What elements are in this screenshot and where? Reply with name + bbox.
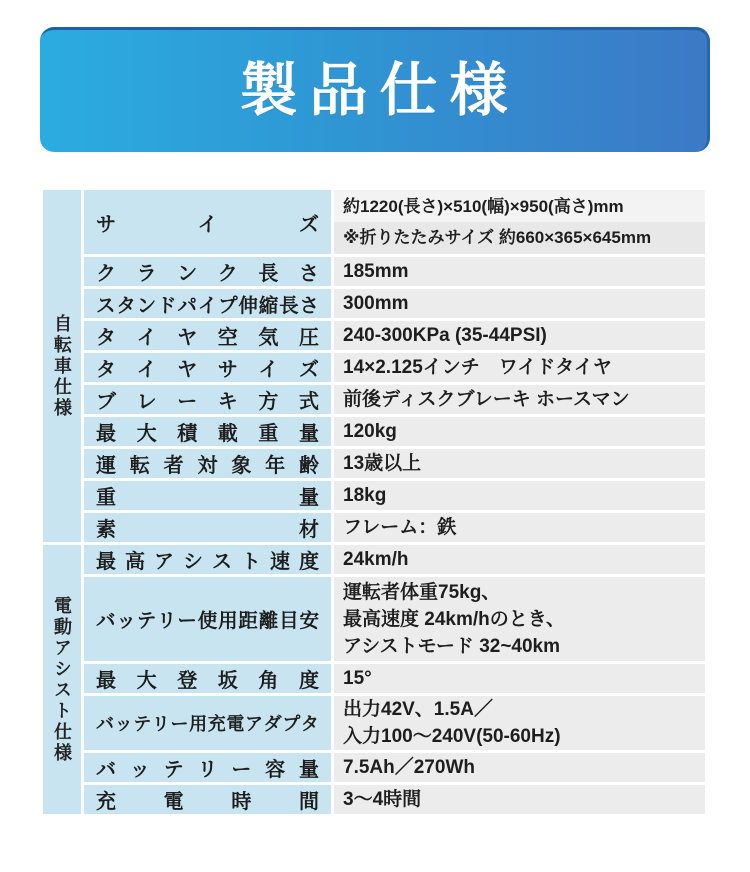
spec-value: [334, 190, 705, 254]
spec-label: タ イ ヤ 空 気 圧: [84, 321, 331, 350]
spec-label: ス タ ン ド パ イ プ 伸 縮 長 さ: [84, 289, 331, 318]
spec-value-line: 約1220(長さ)×510(幅)×950(高さ)mm: [343, 197, 624, 216]
spec-label: ク ラ ン ク 長 さ: [84, 257, 331, 286]
spec-label: サ イ ズ: [84, 190, 331, 254]
spec-label: 運 転 者 対 象 年 齢: [84, 449, 331, 478]
spec-label: バ ッ テ リ ー 用 充 電 ア ダ プ タ: [84, 696, 331, 750]
spec-value-line: 13歳以上: [343, 453, 422, 474]
spec-label: 最 大 登 坂 角 度: [84, 664, 331, 693]
spec-value-line: 7.5Ah／270Wh: [343, 757, 475, 778]
spec-table: [43, 190, 705, 814]
spec-label: 重 量: [84, 481, 331, 510]
spec-value-line: アシストモード 32~40km: [343, 635, 561, 657]
page-title: 製品仕様: [239, 58, 520, 123]
spec-label: タ イ ヤ サ イ ズ: [84, 353, 331, 382]
spec-value-line: 240-300KPa (35-44PSI): [343, 325, 547, 346]
spec-value-line: 3〜4時間: [343, 789, 422, 810]
spec-value-line: 最高速度 24km/hのとき、: [343, 608, 565, 630]
spec-value-line: 15°: [343, 668, 372, 689]
spec-section: [43, 190, 705, 542]
spec-value: [334, 353, 705, 382]
spec-value: [334, 785, 705, 814]
spec-value-line: 18kg: [343, 485, 387, 506]
spec-value: [334, 417, 705, 446]
spec-value-line: フレーム：鉄: [343, 517, 457, 538]
spec-value: [334, 577, 705, 661]
spec-section: [43, 545, 705, 814]
spec-label: ブ レ ー キ 方 式: [84, 385, 331, 414]
spec-value: [334, 449, 705, 478]
spec-value: [334, 753, 705, 782]
spec-value-line: 入力100〜240V(50-60Hz): [343, 726, 561, 747]
spec-value-line: 24km/h: [343, 549, 409, 570]
spec-value: [334, 545, 705, 574]
spec-value: [334, 257, 705, 286]
spec-value-line: 前後ディスクブレーキ ホースマン: [343, 389, 630, 410]
spec-label: 素 材: [84, 513, 331, 542]
spec-value-line: 14×2.125インチ ワイドタイヤ: [343, 357, 612, 378]
spec-value-line: 出力42V、1.5A／: [343, 699, 493, 720]
spec-value-line: 運転者体重75kg、: [343, 581, 501, 603]
spec-label: 最 大 積 載 重 量: [84, 417, 331, 446]
spec-value-line: 185mm: [343, 261, 409, 282]
spec-value: [334, 664, 705, 693]
spec-value: [334, 385, 705, 414]
spec-value: [334, 513, 705, 542]
spec-value: [334, 696, 705, 750]
spec-value-line: ※折りたたみサイズ 約660×365×645mm: [343, 228, 652, 247]
spec-label: 最 高 ア シ ス ト 速 度: [84, 545, 331, 574]
section-category-vertical-label: 電動アシスト仕様: [43, 545, 81, 814]
section-category-vertical-label: 自転車仕様: [43, 190, 81, 542]
spec-value: [334, 321, 705, 350]
spec-value-line: 300mm: [343, 293, 409, 314]
spec-value: [334, 481, 705, 510]
spec-label: バ ッ テ リ ー 容 量: [84, 753, 331, 782]
page: [0, 27, 750, 814]
spec-label: 充 電 時 間: [84, 785, 331, 814]
title-banner: [40, 27, 710, 152]
spec-value-line: 120kg: [343, 421, 397, 442]
spec-label: バ ッ テ リ ー 使 用 距 離 目 安: [84, 577, 331, 661]
spec-value: [334, 289, 705, 318]
